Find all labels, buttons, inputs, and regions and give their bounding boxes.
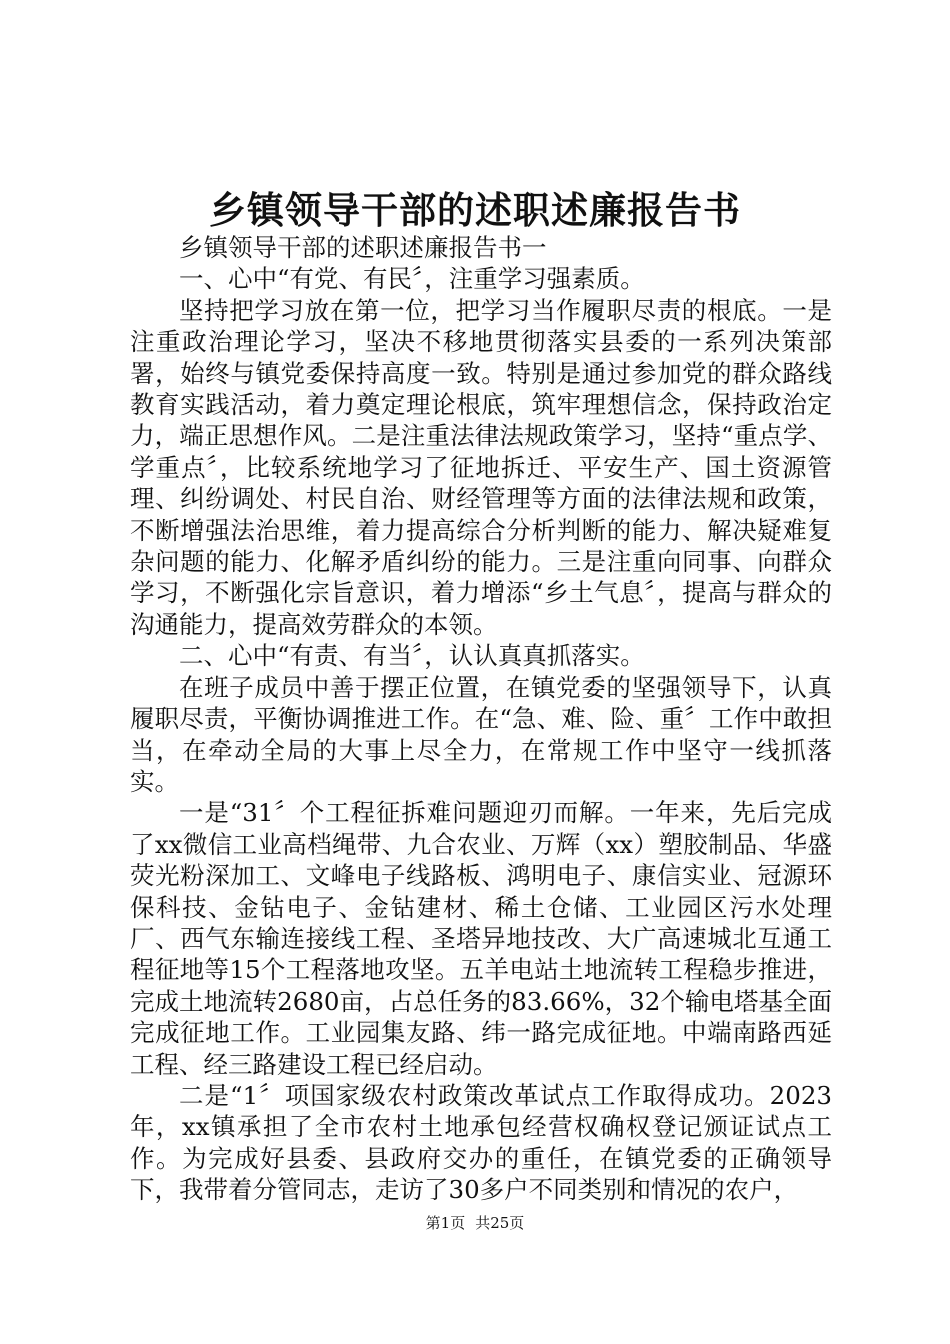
paragraph: 一是“31〞个工程征拆难问题迎刃而解。一年来，先后完成了xx微信工业高档绳带、九合农业、万辉（xx）塑胶制品、华盛荧光粉深加工、文峰电子线路板、鸿明电子、康信实业、冠源环保科技、金钻电子、金钻建材、稀土仓储、工业园区污水处理厂、西气东输连接线工程、圣塔异地技改、大广高速城北互通工程征地等15个工程落地攻坚。五羊电站土地流转工程稳步推进，完成土地流转2680亩，占总任务的83.66%，32个输电塔基全面完成征地工作。工业园集友路、纬一路完成征地。中端南路西延工程、经三路建设工程已经启动。 (130, 798, 832, 1079)
paragraph: 坚持把学习放在第一位，把学习当作履职尽责的根底。一是注重政治理论学习，坚决不移地贯彻落实县委的一系列决策部署，始终与镇党委保持高度一致。特别是通过参加党的群众路线教育实践活动，着力奠定理论根底，筑牢理想信念，保持政治定力，端正思想作风。二是注重法律法规政策学习，坚持“重点学、学重点〞，比较系统地学习了征地拆迁、平安生产、国土资源管理、纠纷调处、村民自治、财经管理等方面的法律法规和政策，不断增强法治思维，着力提高综合分析判断的能力、解决疑难复杂问题的能力、化解矛盾纠纷的能力。三是注重向同事、向群众学习，不断强化宗旨意识，着力增添“乡土气息〞，提高与群众的沟通能力，提高效劳群众的本领。 (130, 295, 832, 639)
paragraph: 在班子成员中善于摆正位置，在镇党委的坚强领导下，认真履职尽责，平衡协调推进工作。在“急、难、险、重〞工作中敢担当，在牵动全局的大事上尽全力，在常规工作中坚守一线抓落实。 (130, 672, 832, 796)
paragraph-section-heading: 二、心中“有责、有当〞，认认真真抓落实。 (179, 641, 645, 671)
page-number: 第1页 (425, 1214, 466, 1232)
paragraph-subtitle: 乡镇领导干部的述职述廉报告书一 (179, 233, 547, 262)
page-total: 共25页 (475, 1214, 525, 1232)
document-title: 乡镇领导干部的述职述廉报告书 (209, 188, 741, 232)
paragraph-section-heading: 一、心中“有党、有民〞，注重学习强素质。 (179, 264, 645, 294)
page-footer (0, 1213, 950, 1233)
document-body (130, 232, 832, 1206)
paragraph: 二是“1〞项国家级农村政策改革试点工作取得成功。2023年，xx镇承担了全市农村土地承包经营权确权登记颁证试点工作。为完成好县委、县政府交办的重任，在镇党委的正确领导下，我带着分管同志，走访了30多户不同类别和情况的农户， (130, 1080, 832, 1205)
